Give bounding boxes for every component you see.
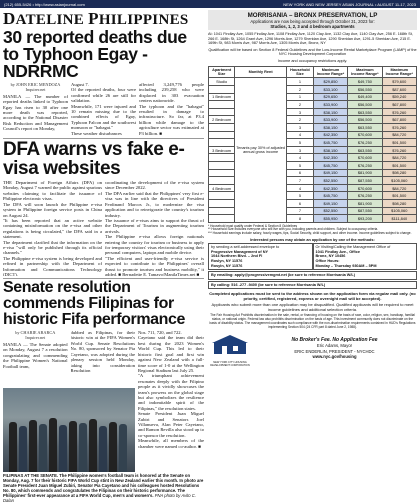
president-text: ERIC ENDERLIN, PRESIDENT - NYCHDC: [294, 348, 375, 354]
table-cell: $33,900: [313, 116, 347, 124]
table-cell: $91,500: [382, 161, 416, 169]
table-cell: 4: [286, 184, 313, 192]
filipinas-photo: [3, 388, 135, 472]
hdc-logo-text: NEW YORK CITY HOUSING DEVELOPMENT CORPORATION: [210, 360, 250, 367]
evisa-col-2: coordinating the development of the e-visa system since December 2022. The DFA earlier said that the Philippines' very first e-visa was in line with the directives of President Ferdinand Marcos Jr., to modernize the visa application and to reinvigorate the country's tourism industry. The issuance of e-visas aims to support the thrust of the Department of Tourism in augmenting tourism arrivals. The Philippine e-visa allows foreign nationals entering the country for tourism or business to apply for temporary visitors' visas electronically using their personal computers, laptops and mobile device. "The efficient and user-friendly e-visa service is expected to contribute to the Philippines' overall thrust to promote tourism and business mobility," it added. ■ Bernadette E. Tamayo/ManilaTimes.net ■: [105, 180, 204, 277]
table-cell: $105,060: [382, 177, 416, 185]
table-cell: 3: [286, 108, 313, 116]
nyc-housing-link[interactable]: www.nyc.gov/housing: [312, 353, 357, 359]
table-cell: $76,250: [348, 139, 382, 147]
table-cell: 6: [286, 169, 313, 177]
table-cell: $38,150: [313, 123, 347, 131]
senate-article: [3, 330, 135, 388]
table-cell: 4 Bedroom: [209, 184, 235, 192]
table-cell: 3 Bedroom: [209, 146, 235, 154]
table-cell: $67,800: [382, 116, 416, 124]
notice-fair-housing: The Fair Housing Act Prohibits discrimination in the sale, rental, or financing of housing on the basis of race, color, religion, sex, handicap, familial status, or national origin. Federal law also prohibits discrimination on the basis of age. This investment community does not discriminate on the basis of disability status. The management coordinates such compliance with the non-discrimination requirements contained in HUD's Regulations implementing Section 504 (24 CFR part 8 dated June 2, 1988).: [209, 313, 416, 329]
table-cell: 1 Bedroom: [209, 93, 235, 101]
visit-address: 1041 Findlay Ave., Office Bronx, NY 10456 Office Hours: Monday – Thursday 930AM – 5PM: [315, 249, 377, 268]
table-cell: $42,350: [313, 184, 347, 192]
table-cell: $45,750: [313, 192, 347, 200]
notice-call: By calling: 516 -277 -9400 (be sure to reference Morrisania W/L): [208, 281, 417, 290]
typhoon-col-1: MANILA — The number of reported deaths linked to Typhoon Egay has risen to 30 after one more death was reported, according to the National Disaster Risk Reduction and Management Council's report on Monday,: [3, 93, 68, 132]
table-cell: [209, 154, 235, 162]
typhoon-byline: by JOHN ERIC MENDOZA Inquirer.net: [10, 82, 61, 93]
senate-col-2: dubbed as Filipinas, for their historic win at the FIFA Women's World Cup. Senate Resolutions No. 80, sponsored by Senator Pia Cayetano, was adopted during the plenary session held Monday, taking into consideration Resolution: [70, 330, 135, 373]
evisa-article: [3, 180, 204, 276]
table-cell: $70,600: [348, 154, 382, 162]
table-cell: $70,600: [348, 184, 382, 192]
table-cell: $56,500: [348, 116, 382, 124]
table-cell: $76,250: [348, 192, 382, 200]
mail-address: Progressive Management of NY 1044 Northern Blvd. – 2nd Fl Roslyn, NY 11576 Rosyln, NY 11576: [211, 249, 268, 268]
table-cell: $63,550: [348, 123, 382, 131]
table-cell: $59,240: [382, 93, 416, 101]
notice-email: By emailing: apply@progressivemgmt.net (be sure to reference Morrisania W/L): [208, 271, 417, 280]
table-cell: 2: [286, 101, 313, 109]
table-cell: $63,550: [348, 146, 382, 154]
table-cell: [209, 169, 235, 177]
table-cell: [209, 177, 235, 185]
photo-credit: PNA photo by Avito C. Dalan: [3, 493, 196, 503]
table-cell: 8: [286, 215, 313, 223]
senate-headline: Senate resolution commends Filipinas for historic Fifa performance: [3, 279, 186, 329]
table-cell: $29,850: [313, 78, 347, 86]
senate-col-1: MANILA — The Senate adopted on Monday, August 7 a resolution congratulating and commending the Philippine Women's National Football team,: [3, 341, 68, 369]
table-cell: $84,720: [382, 184, 416, 192]
table-cell: 6: [286, 199, 313, 207]
table-cell: [209, 207, 235, 215]
table-cell: $42,350: [313, 131, 347, 139]
table-header: Maximum Income Range*: [313, 67, 347, 78]
table-header: Apartment Size: [209, 67, 235, 78]
table-cell: $29,650: [313, 93, 347, 101]
table-cell: $45,750: [313, 161, 347, 169]
table-cell: 3: [286, 123, 313, 131]
contact-boxes: [208, 243, 417, 270]
table-cell: [209, 215, 235, 223]
notice-title: MORRISANIA – BRONX PRESERVATION, LP: [247, 12, 378, 19]
table-cell: $91,500: [382, 139, 416, 147]
table-cell: $38,150: [313, 146, 347, 154]
no-fee-text: No Broker's Fee. No Application Fee: [291, 337, 378, 344]
table-cell: $76,260: [382, 123, 416, 131]
typhoon-col-3: affected 3,249,776 people including 239,258 who were displaced in 303 evacuation centers nationwide. The typhoon and the "habagat" resulted in damage to infrastructure. So far, at P3.4 billion while damage to the agriculture sector was estimated at P3 billion. ■: [139, 82, 204, 136]
housing-notice: [208, 10, 417, 478]
table-cell: $49,400: [348, 93, 382, 101]
table-cell: 3: [286, 146, 313, 154]
masthead-edition: NEW YORK AND NEW JERSEY ASIAN JOURNAL • AUGUST 11-17, 2023: [283, 1, 416, 7]
table-cell: $56,500: [348, 101, 382, 109]
table-header: Maximum Income Range*: [348, 67, 382, 78]
rent-band: Tenants pay 30% of adjusted annual gross income: [235, 78, 287, 222]
table-cell: $42,350: [313, 154, 347, 162]
table-cell: 4: [286, 154, 313, 162]
notice-completed: Completed applications must be sent to the address shown on the application form via regular mail only. (no priority, certified, registered, express or overnight mail will be accepted).: [209, 291, 416, 301]
table-cell: [209, 192, 235, 200]
photo-caption: FILIPINAS AT THE SENATE. The Philippine women's football team is honored at the Senate on Monday, Aug. 7 for their historic FIFA World Cup stint in New Zealand earlier this month. In photo are Senate President Juan Miguel Zubiri, Senator Pia Cayetano and his colleagues hosted Resolutions No. 80, which commends and congratulates the Filipinas on their historic performance. The Philippines' first-ever appearance at a FIFA World Cup, men's and women's. PNA photo by Avito C. Dalan: [3, 473, 204, 503]
table-cell: 5: [286, 161, 313, 169]
table-cell: $111,840: [382, 215, 416, 223]
table-cell: $45,750: [313, 139, 347, 147]
notice-interested: Interested persons may obtain an application by one of the methods:: [250, 237, 375, 242]
table-cell: $55,950: [313, 215, 347, 223]
table-cell: 1: [286, 93, 313, 101]
table-cell: $91,500: [382, 192, 416, 200]
table-cell: $49,150: [313, 199, 347, 207]
table-header: Household Size: [286, 67, 313, 78]
typhoon-col-2: August 7. Of the reported deaths, four were confirmed while 26 are still for validation. Meanwhile, 171 were injured and 10 remain missing due to the combined effects of Egay, Typhoon Falcon and the southwest monsoon or "habagat." These weather disturbances: [71, 82, 136, 136]
senate-byline: by CHARIE ABARCA Inquirer.net: [15, 330, 56, 341]
table-cell: $93,200: [348, 215, 382, 223]
table-cell: [209, 86, 235, 94]
table-cell: [209, 108, 235, 116]
table-cell: 2: [286, 86, 313, 94]
evisa-headline: DFA warns vs fake e-visa websites: [3, 139, 185, 180]
income-table: [208, 66, 417, 223]
table-cell: [209, 161, 235, 169]
table-cell: $63,550: [348, 108, 382, 116]
notice-line1: Applications are now being accepted through October 31, 2023 for:: [250, 19, 375, 24]
table-cell: $52,550: [313, 177, 347, 185]
table-cell: $49,750: [348, 78, 382, 86]
table-cell: $52,550: [313, 207, 347, 215]
table-cell: 2: [286, 116, 313, 124]
table-cell: [209, 101, 235, 109]
table-cell: $98,280: [382, 199, 416, 207]
table-cell: $79,600: [382, 78, 416, 86]
table-cell: $76,250: [348, 161, 382, 169]
table-cell: $87,550: [348, 177, 382, 185]
table-cell: $81,900: [348, 169, 382, 177]
table-cell: $84,720: [382, 154, 416, 162]
table-header: Maximum Income Range*: [382, 67, 416, 78]
mail-heading: by sending a self-addressed envelope to: [211, 245, 280, 250]
table-cell: 5: [286, 192, 313, 200]
hdc-logo: [208, 334, 252, 367]
masthead-bar: [0, 0, 420, 8]
table-cell: $87,600: [382, 86, 416, 94]
notice-addresses: At: 1041 Findlay Ave, 1055 Findlay Ave, 1108 Findlay Ave, 1120 Clay Ave, 1132 Clay Ave, 1140 Clay Ave, 256 E. 168th St, 266 E. 168th St, 1264 Grant Ave, 1296 Morris Ave, 1279 Sheridan Ave, 1290 Sheridan Ave, 1291-5 Sheridan Ave, 215 E. 169th St, 983 Morris Ave, 987 Morris Ave, 1305 Morris Ave, Bronx, NY: [208, 32, 413, 45]
table-cell: $49,150: [313, 169, 347, 177]
typhoon-headline: 30 reported deaths due to Typhoon Egay - NDRRMC: [3, 27, 187, 81]
table-cell: $98,280: [382, 169, 416, 177]
table-cell: [209, 123, 235, 131]
notice-selected: Applicants who submit more than one application may be disqualified. Qualified applicants will be required to meet income guidelines and additional selection criteria.: [211, 302, 414, 312]
table-cell: $81,900: [348, 199, 382, 207]
table-cell: $76,260: [382, 146, 416, 154]
table-cell: $33,900: [313, 101, 347, 109]
table-cell: [209, 131, 235, 139]
table-cell: Studio: [209, 78, 235, 86]
senate-col-3: Nos. 711, 720, and 722. Cayetano said the team did their best during the 2023 Women's World Cup. This led to their historic first goal and first win against New Zealand with a full-time score of 1-0 at the Wellington Regional Stadium last July 25. "A triumphant achievement resonates deeply with the Filipino people as it vividly showcases the team's prowess on the global stage but also symbolizes the resilience and indomitable spirit of the Filipinas," the resolution states. Senate President Juan Miguel Zubiri and Senators Joel Villanueva, Alan Peter Cayetano, and Ramon Revilla also stood up to co-sponsor the resolution. Meanwhile, all members of the chamber were named co-author. ■: [138, 330, 204, 449]
visit-heading: Or Visiting/Calling the Management Office of: [315, 245, 391, 250]
table-cell: [209, 199, 235, 207]
table-cell: $38,150: [313, 108, 347, 116]
news-column: [3, 10, 204, 503]
notice-footnotes: * Household must qualify under Federal & Section 8 Guidelines ** Household Size includes everyone who will live with you, including parents and children. Subject to occupancy criteria. *** Household earnings include salary, hourly wages, tips, Social Security, child support, and other income. Income guidelines subject to change.: [208, 223, 412, 236]
section-title: DATELINE PHILIPPINES: [3, 9, 189, 28]
table-cell: $70,600: [348, 131, 382, 139]
table-header: Monthly Rent: [235, 67, 287, 78]
mayor-text: Eric Adams, Mayor: [316, 343, 353, 349]
notice-ratio: Income and occupancy restrictions apply.: [277, 58, 348, 63]
table-cell: 1: [286, 78, 313, 86]
table-cell: 5: [286, 139, 313, 147]
masthead-phone: (212) 655-5426 • http://www.asianjournal.com: [4, 1, 85, 7]
table-cell: $56,550: [348, 86, 382, 94]
table-cell: $76,260: [382, 108, 416, 116]
notice-qualification: Qualification will be based on Section 8 Federal Guidelines and the Low-Income Rental Marketplace Program (LAMP) of the NYC Housing Development Corporation: [208, 47, 417, 56]
table-cell: $105,060: [382, 207, 416, 215]
table-cell: $87,550: [348, 207, 382, 215]
evisa-col-1: THE Department of Foreign Affairs (DFA) on Monday, August 7 warned the public against spurious websites claiming to facilitate the issuance of Philippine electronic visas. The DFA will soon launch the Philippine e-visa system in Philippine foreign service posts in China on August 24. "It has been reported that an active website containing misinformation on the e-visa and other regulations is being circulated," the DFA said in a statement. The department clarified that the information on the e-visa "will only be published through its official channels." The Philippine e-visa system is being developed and refined in partnership with the Department of Information and Communications Technology (DICT).: [3, 180, 102, 277]
table-cell: 7: [286, 207, 313, 215]
table-cell: 2 Bedroom: [209, 116, 235, 124]
table-cell: $67,800: [382, 101, 416, 109]
typhoon-article: [3, 82, 204, 136]
table-cell: 4: [286, 131, 313, 139]
table-cell: 7: [286, 177, 313, 185]
table-cell: $33,100: [313, 86, 347, 94]
table-cell: $84,720: [382, 131, 416, 139]
table-row: [209, 78, 417, 86]
table-cell: [209, 139, 235, 147]
notice-line2: Studios, 1, 2, 3 and 4 bedroom apartments: [270, 24, 355, 29]
